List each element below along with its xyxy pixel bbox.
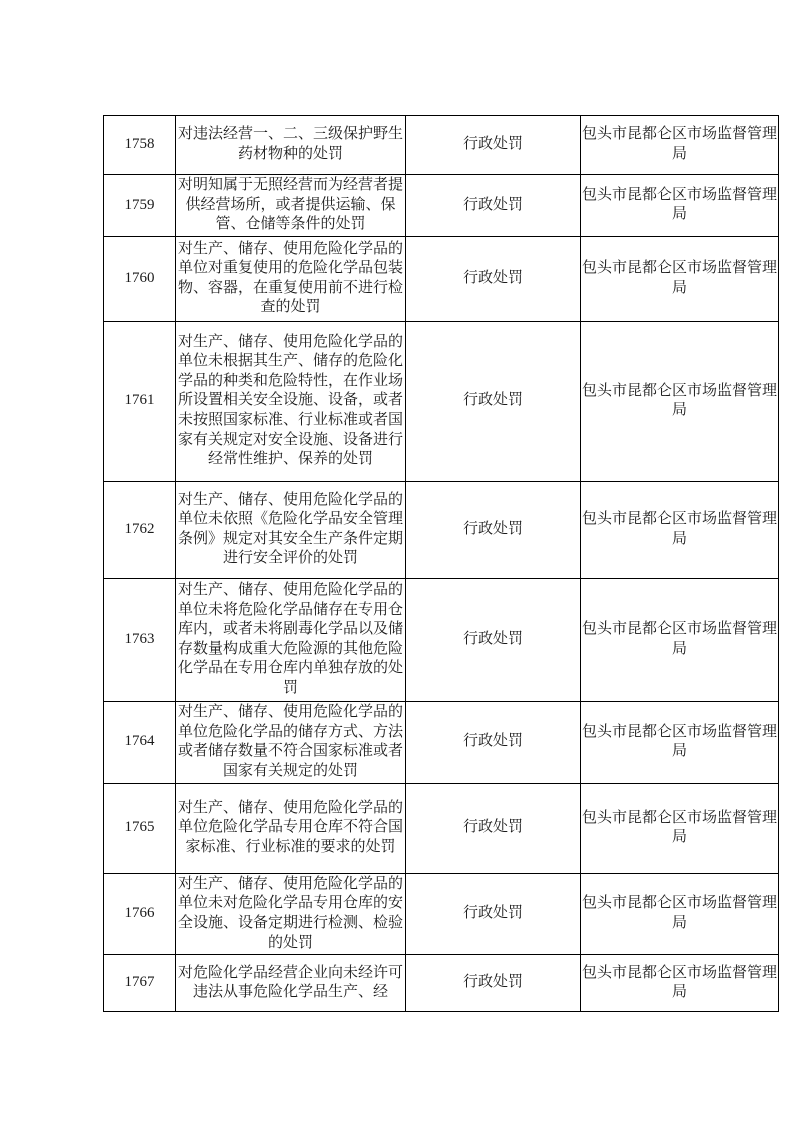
table-row [104, 116, 779, 175]
row-penalty-type-cell: 行政处罚 [406, 481, 581, 578]
row-penalty-type-cell: 行政处罚 [406, 175, 581, 237]
row-description-cell: 对生产、储存、使用危险化学品的单位未依照《危险化学品安全管理条例》规定对其安全生产条件定期进行安全评价的处罚 [176, 481, 406, 578]
table-row [104, 873, 779, 954]
row-authority-cell: 包头市昆都仑区市场监督管理局 [581, 783, 779, 873]
row-number-cell: 1763 [104, 578, 176, 701]
row-number-cell: 1758 [104, 116, 176, 175]
row-number-cell: 1759 [104, 175, 176, 237]
row-authority-cell: 包头市昆都仑区市场监督管理局 [581, 701, 779, 783]
row-description-cell: 对生产、储存、使用危险化学品的单位危险化学品的储存方式、方法或者储存数量不符合国家标准或者国家有关规定的处罚 [176, 701, 406, 783]
row-authority-cell: 包头市昆都仑区市场监督管理局 [581, 873, 779, 954]
row-authority-cell: 包头市昆都仑区市场监督管理局 [581, 578, 779, 701]
row-description-cell: 对违法经营一、二、三级保护野生药材物种的处罚 [176, 116, 406, 175]
row-number-cell: 1764 [104, 701, 176, 783]
row-description-cell: 对生产、储存、使用危险化学品的单位危险化学品专用仓库不符合国家标准、行业标准的要求的处罚 [176, 783, 406, 873]
row-authority-cell: 包头市昆都仑区市场监督管理局 [581, 955, 779, 1012]
row-authority-cell: 包头市昆都仑区市场监督管理局 [581, 175, 779, 237]
row-authority-cell: 包头市昆都仑区市场监督管理局 [581, 481, 779, 578]
row-number-cell: 1765 [104, 783, 176, 873]
row-penalty-type-cell: 行政处罚 [406, 873, 581, 954]
table-row [104, 321, 779, 481]
penalty-table-body [104, 116, 779, 1012]
row-penalty-type-cell: 行政处罚 [406, 236, 581, 321]
row-penalty-type-cell: 行政处罚 [406, 116, 581, 175]
penalty-table [103, 115, 779, 1012]
row-penalty-type-cell: 行政处罚 [406, 955, 581, 1012]
table-row [104, 955, 779, 1012]
row-penalty-type-cell: 行政处罚 [406, 701, 581, 783]
row-penalty-type-cell: 行政处罚 [406, 578, 581, 701]
table-row [104, 175, 779, 237]
row-number-cell: 1767 [104, 955, 176, 1012]
row-description-cell: 对生产、储存、使用危险化学品的单位未将危险化学品储存在专用仓库内，或者未将剧毒化学品以及储存数量构成重大危险源的其他危险化学品在专用仓库内单独存放的处罚 [176, 578, 406, 701]
row-number-cell: 1760 [104, 236, 176, 321]
row-authority-cell: 包头市昆都仑区市场监督管理局 [581, 321, 779, 481]
table-row [104, 701, 779, 783]
table-row [104, 783, 779, 873]
row-authority-cell: 包头市昆都仑区市场监督管理局 [581, 116, 779, 175]
row-description-cell: 对危险化学品经营企业向未经许可违法从事危险化学品生产、经 [176, 955, 406, 1012]
row-description-cell: 对生产、储存、使用危险化学品的单位未对危险化学品专用仓库的安全设施、设备定期进行检测、检验的处罚 [176, 873, 406, 954]
row-number-cell: 1766 [104, 873, 176, 954]
row-description-cell: 对生产、储存、使用危险化学品的单位对重复使用的危险化学品包装物、容器，在重复使用前不进行检查的处罚 [176, 236, 406, 321]
row-description-cell: 对生产、储存、使用危险化学品的单位未根据其生产、储存的危险化学品的种类和危险特性，在作业场所设置相关安全设施、设备，或者未按照国家标准、行业标准或者国家有关规定对安全设施、设备进行经常性维护、保养的处罚 [176, 321, 406, 481]
row-penalty-type-cell: 行政处罚 [406, 783, 581, 873]
row-penalty-type-cell: 行政处罚 [406, 321, 581, 481]
row-authority-cell: 包头市昆都仑区市场监督管理局 [581, 236, 779, 321]
row-number-cell: 1761 [104, 321, 176, 481]
table-row [104, 481, 779, 578]
table-row [104, 578, 779, 701]
row-number-cell: 1762 [104, 481, 176, 578]
table-row [104, 236, 779, 321]
row-description-cell: 对明知属于无照经营而为经营者提供经营场所，或者提供运输、保管、仓储等条件的处罚 [176, 175, 406, 237]
